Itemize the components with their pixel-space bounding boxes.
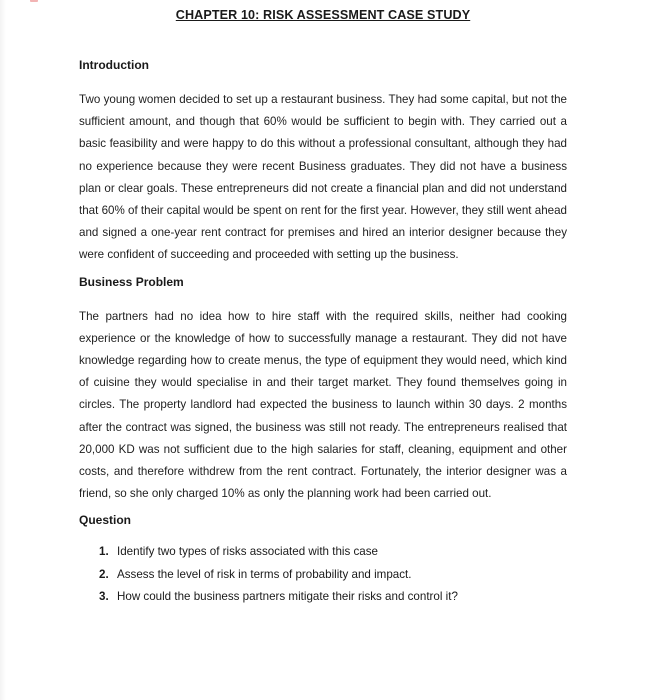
- business-problem-heading: Business Problem: [79, 274, 184, 289]
- question-item: [99, 586, 567, 608]
- question-number: 3.: [99, 590, 109, 604]
- corner-mark: [30, 0, 38, 2]
- document-body: [79, 57, 567, 608]
- question-text: Assess the level of risk in terms of probability and impact.: [117, 567, 412, 581]
- page-edge-shadow: [0, 0, 6, 700]
- introduction-paragraph: Two young women decided to set up a restaurant business. They had some capital, but not the sufficient amount, and though that 60% would be sufficient to begin with. They carried out a basic feasibility and were happy to do this without a professional consultant, although they had no experience because they were recent Business graduates. They did not have a business plan or clear goals. These entrepreneurs did not create a financial plan and did not understand that 60% of their capital would be spent on rent for the first year. However, they still went ahead and signed a one-year rent contract for premises and hired an interior designer because they were confident of succeeding and proceeded with setting up the business.: [79, 93, 567, 262]
- question-text: Identify two types of risks associated with this case: [117, 545, 378, 559]
- question-list: [79, 541, 567, 608]
- question-number: 1.: [99, 545, 109, 559]
- question-item: [99, 541, 567, 563]
- introduction-heading: Introduction: [79, 58, 149, 72]
- question-number: 2.: [99, 567, 109, 581]
- question-item: [99, 564, 567, 586]
- page-title: CHAPTER 10: RISK ASSESSMENT CASE STUDY: [175, 8, 471, 22]
- question-text: How could the business partners mitigate their risks and control it?: [117, 590, 458, 604]
- business-problem-paragraph: The partners had no idea how to hire staff with the required skills, neither had cooking experience or the knowledge of how to successfully manage a restaurant. They did not have knowledge regarding how to create menus, the type of equipment they would need, which kind of cuisine they would specialise in and their target market. They found themselves going in circles. The property landlord had expected the business to launch within 30 days. 2 months after the contract was signed, the business was still not ready. The entrepreneurs realised that 20,000 KD was not sufficient due to the high salaries for staff, cleaning, equipment and other costs, and therefore withdrew from the rent contract. Fortunately, the interior designer was a friend, so she only charged 10% as only the planning work had been carried out.: [79, 309, 567, 501]
- question-heading: Question: [79, 513, 132, 528]
